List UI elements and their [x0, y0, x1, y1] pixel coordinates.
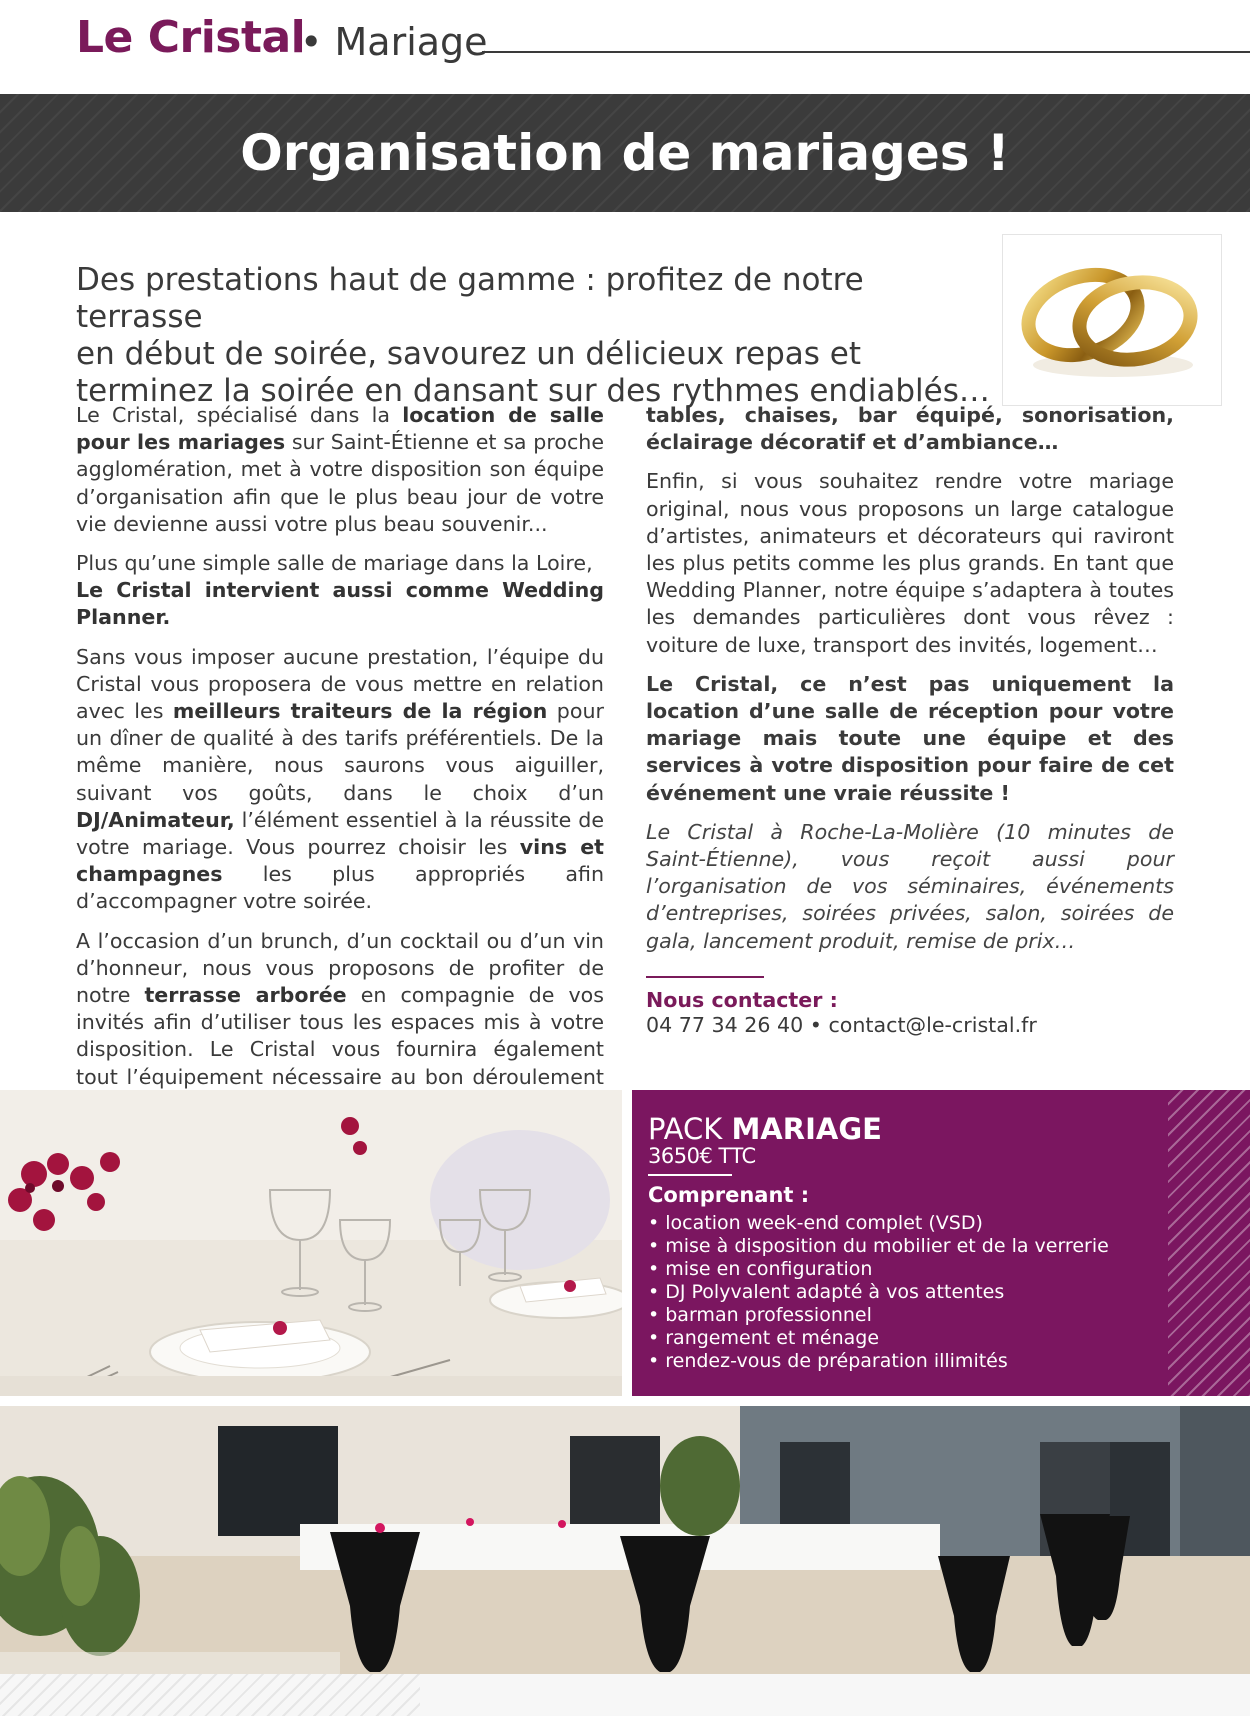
pack-title: [648, 1112, 882, 1146]
list-item: • mise en configuration: [648, 1258, 1109, 1281]
text-run: Sans vous imposer aucune prestation, l’équipe du Cristal vous proposera de vous mettre en relation avec les: [76, 644, 604, 724]
list-item: • rangement et ménage: [648, 1327, 1109, 1350]
text-run-bold: vins et champagnes: [76, 835, 605, 887]
text-run: les plus appropriés afin d’accompagner votre soirée.: [76, 862, 604, 914]
contact-label: Nous contacter :: [646, 988, 838, 1012]
intro-line: en début de soirée, savourez un délicieux repas et: [76, 336, 862, 372]
intro-line: Des prestations haut de gamme : profitez de notre terrasse: [76, 262, 864, 335]
body-column-left: [76, 402, 604, 1130]
list-item: • DJ Polyvalent adapté à vos attentes: [648, 1281, 1109, 1304]
decorative-stripes: [0, 1674, 420, 1716]
text-run: A l’occasion d’un brunch, d’un cocktail ou d’un vin d’honneur, nous vous proposons de profiter de notre: [76, 928, 604, 1008]
paragraph: [646, 819, 1174, 955]
text-run-bold: meilleurs traiteurs de la région: [172, 699, 548, 724]
terrace-illustration: [0, 1406, 1250, 1674]
decorative-stripes: [1168, 1090, 1250, 1396]
header-divider: [482, 51, 1250, 53]
wedding-rings-image: [1002, 234, 1222, 406]
paragraph: Le Cristal, ce n’est pas uniquement la location d’une salle de réception pour votre mariage mais toute une équipe et des services à votre disposition pour faire de cet événement une vraie réussite !: [646, 671, 1174, 805]
list-item: • rendez-vous de préparation illimités: [648, 1350, 1109, 1373]
rings-icon: [1003, 235, 1221, 405]
text-run: en compagnie de vos invités afin d’utiliser tous les espaces mis à votre disposition. Le Cristal vous fournira également tout l’équipement nécessaire au bon déroulement: [76, 983, 604, 1089]
intro-line: terminez la soirée en dansant sur des rythmes endiablés…: [76, 373, 990, 409]
page-title: Organisation de mariages !: [240, 124, 1010, 182]
list-item: • barman professionnel: [648, 1304, 1109, 1327]
text-run: Le Cristal, spécialisé dans la: [76, 403, 403, 427]
contact-divider: [646, 976, 764, 978]
text-run-bold: Le Cristal intervient aussi comme Wedding Planner.: [76, 578, 604, 630]
intro-text: [76, 262, 996, 410]
paragraph: [76, 402, 604, 538]
text-run: l’élément essentiel à la réussite de votre mariage. Vous pourrez choisir les: [76, 807, 604, 860]
list-item: • mise à disposition du mobilier et de la verrerie: [648, 1235, 1109, 1258]
pack-subtitle: Comprenant :: [648, 1183, 810, 1207]
paragraph: [76, 550, 604, 632]
text-run: Plus qu’une simple salle de mariage dans la Loire,: [76, 551, 593, 576]
body-column-right: [646, 402, 1174, 967]
pack-price: 3650€ TTC: [648, 1144, 756, 1168]
contact-info[interactable]: 04 77 34 26 40 • contact@le-cristal.fr: [646, 1013, 1037, 1037]
text-run-bold: DJ/Animateur,: [76, 807, 235, 832]
paragraph: tables, chaises, bar équipé, sonorisation, éclairage décoratif et d’ambiance…: [646, 403, 1174, 455]
brand-name: Le Cristal: [76, 12, 306, 63]
pack-title-main: MARIAGE: [731, 1112, 882, 1146]
pack-mariage-box: [632, 1090, 1250, 1396]
pack-divider: [648, 1174, 732, 1176]
section-label: • Mariage: [300, 20, 488, 64]
text-run-bold: location de salle pour les mariages: [76, 403, 604, 455]
list-item: • location week-end complet (VSD): [648, 1212, 1109, 1235]
text-run-bold: terrasse arborée: [144, 983, 347, 1008]
table-setting-photo: [0, 1090, 622, 1396]
pack-items: [648, 1212, 1109, 1373]
table-setting-illustration: [0, 1090, 622, 1396]
paragraph: [76, 644, 604, 916]
terrace-photo: [0, 1406, 1250, 1674]
text-run: sur Saint-Étienne et sa proche agglomération, met à votre disposition son équipe d’organisation afin que le plus beau jour de votre vie devienne aussi votre plus beau souvenir...: [76, 430, 604, 536]
text-run: pour un dîner de qualité à des tarifs préférentiels. De la même manière, nous saurons vous aiguiller, suivant vos goûts, dans le choix d’un: [76, 699, 604, 805]
paragraph: Enfin, si vous souhaitez rendre votre mariage original, nous vous proposons un large catalogue d’artistes, animateurs et décorateurs qui raviront les plus petits comme les plus grands. En tant que Wedding Planner, notre équipe s’adaptera à toutes les demandes particulières dont vous rêvez : voiture de luxe, transport des invités, logement…: [646, 469, 1174, 657]
text-run-italic: Le Cristal à Roche-La-Molière (10 minutes de Saint-Étienne), vous reçoit aussi pour l’organisation de vos séminaires, événements d’entreprises, soirées privées, salon, soirées de gala, lancement produit, remise de prix…: [646, 819, 1174, 953]
pack-title-prefix: PACK: [648, 1112, 732, 1146]
